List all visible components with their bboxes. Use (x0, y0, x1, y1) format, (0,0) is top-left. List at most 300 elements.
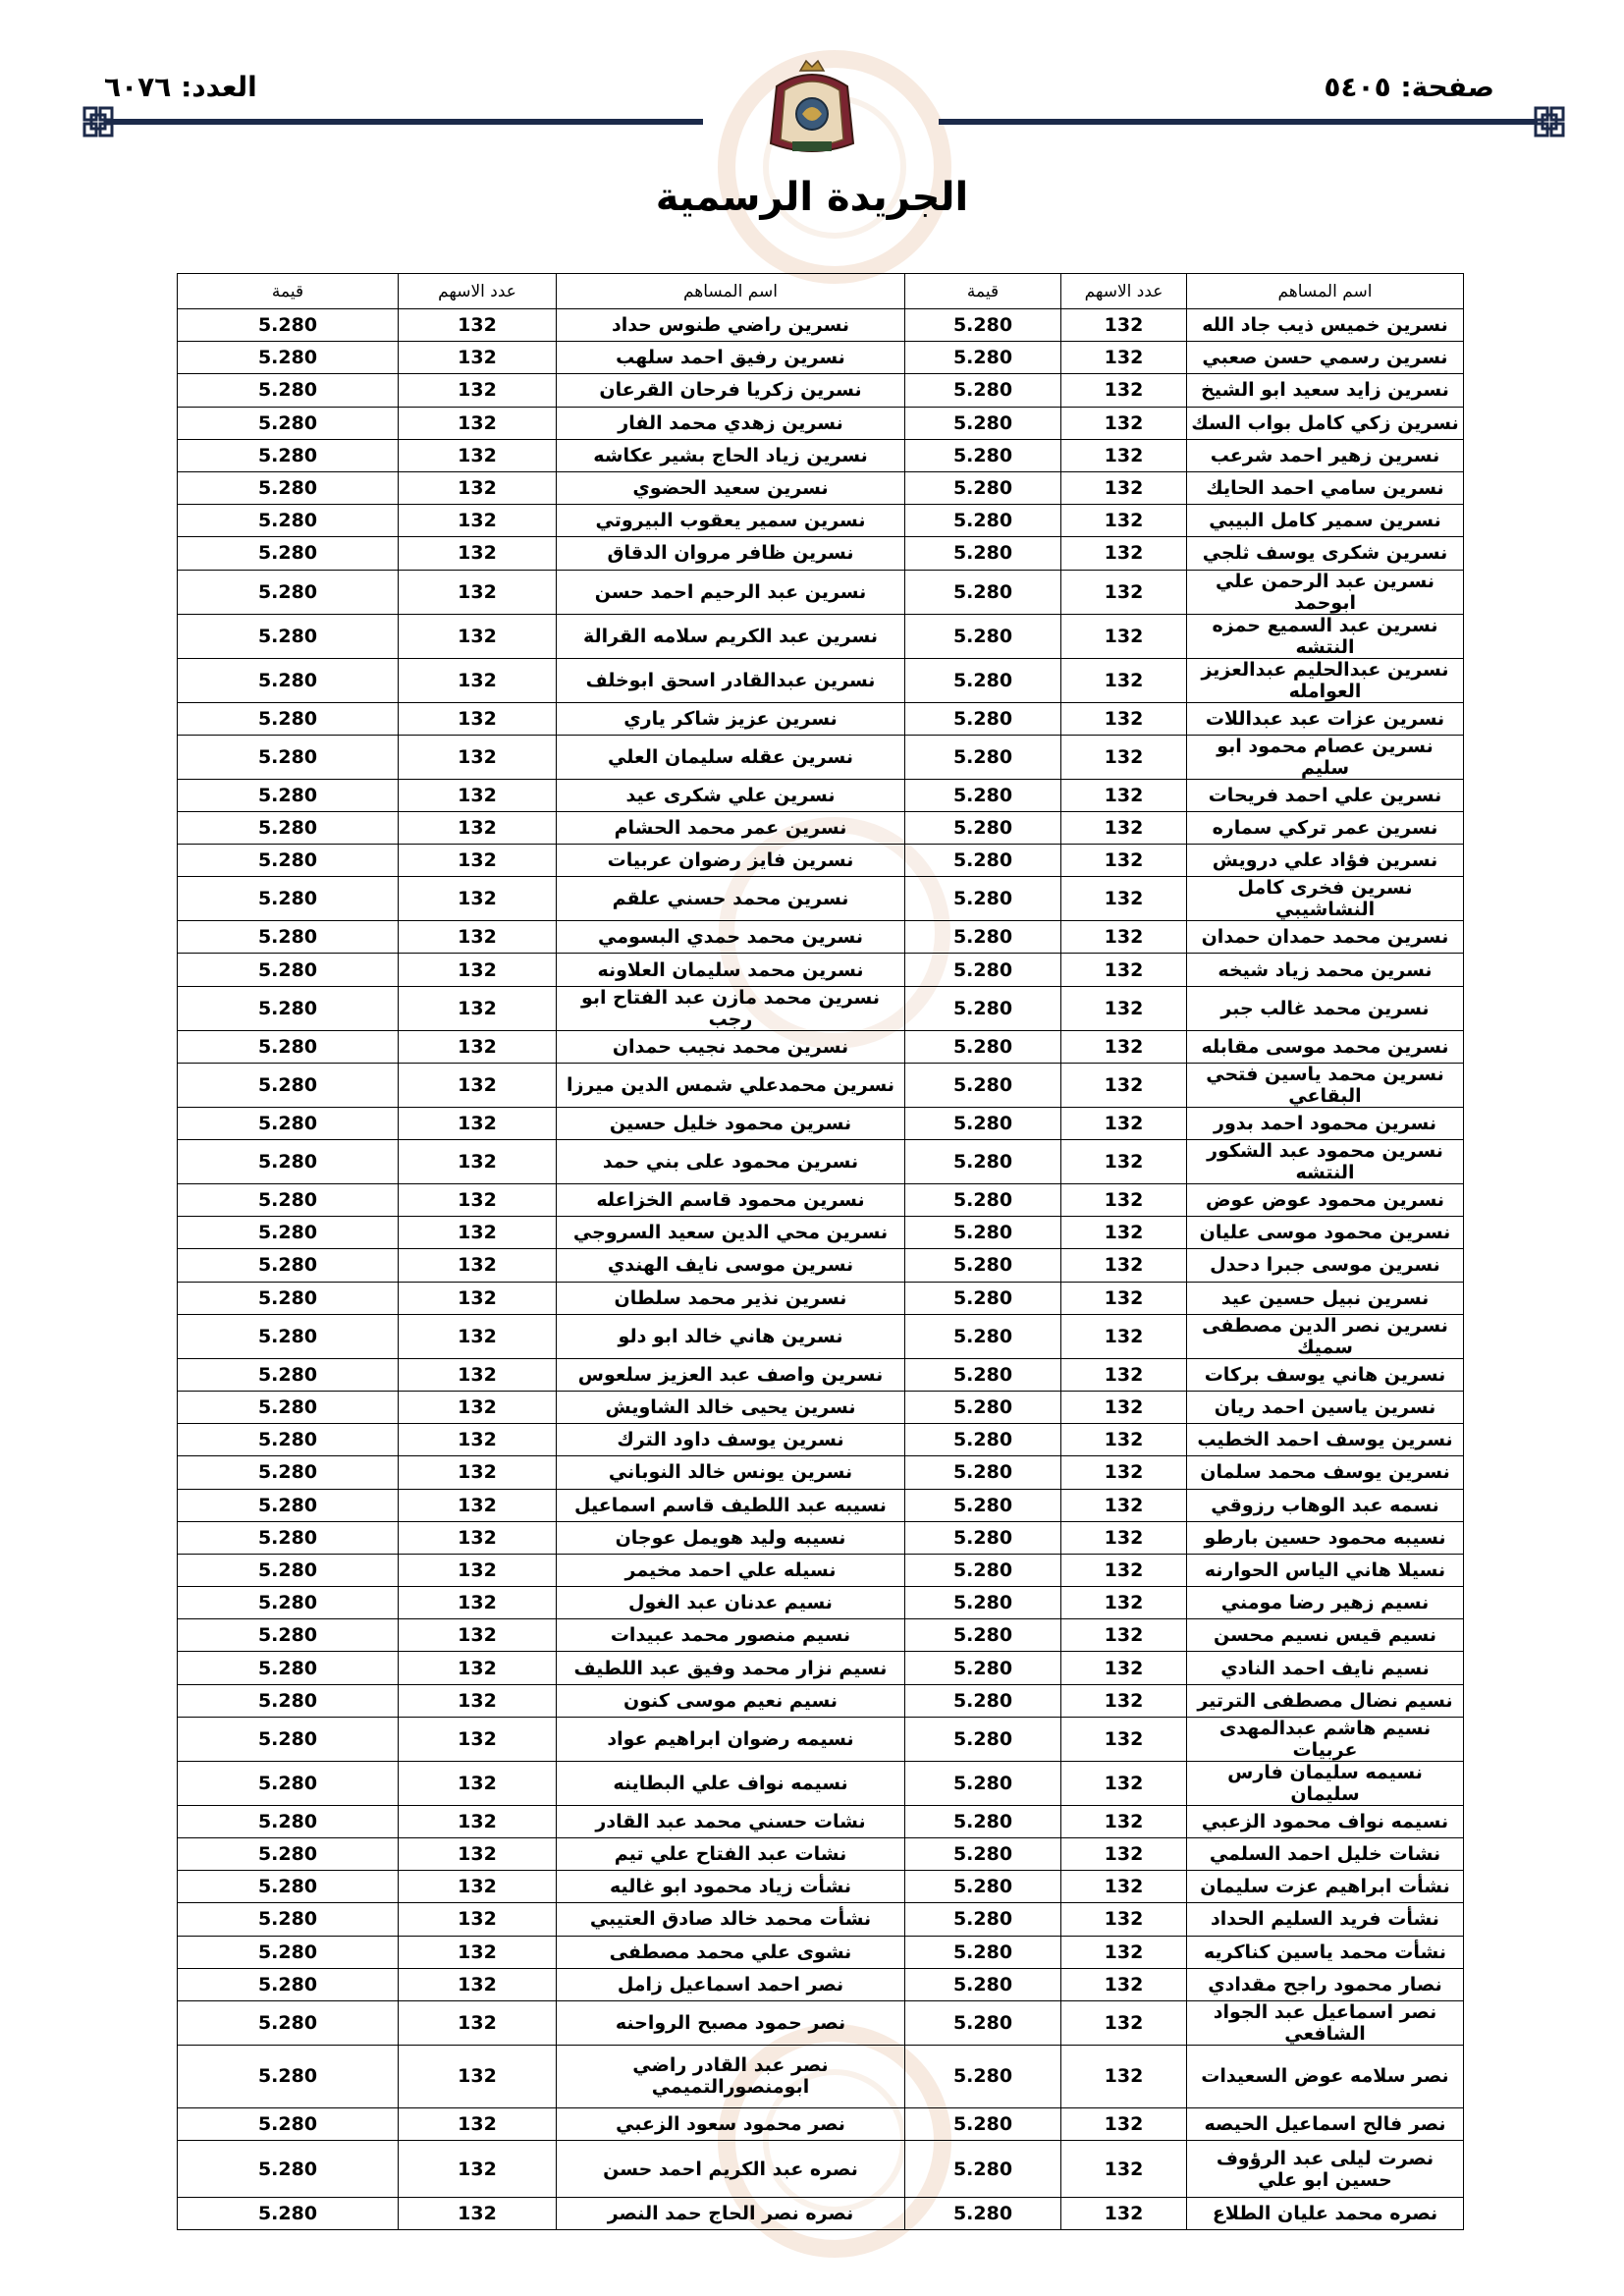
table-row (178, 1184, 1464, 1217)
share-value: 5.280 (905, 1761, 1061, 1805)
share-count: 132 (399, 658, 557, 702)
share-value: 5.280 (905, 1282, 1061, 1314)
share-count: 132 (1061, 309, 1187, 342)
table-row (178, 309, 1464, 342)
shareholder-name: نسرين موسى نايف الهندي (557, 1249, 905, 1282)
share-count: 132 (399, 1652, 557, 1684)
knot-ornament-icon (1532, 104, 1567, 139)
share-value: 5.280 (905, 2107, 1061, 2140)
share-value: 5.280 (178, 614, 399, 658)
share-value: 5.280 (178, 1619, 399, 1652)
shareholder-name: نسرين محمود موسى عليان (1187, 1217, 1464, 1249)
column-header-shares: عدد الاسهم (399, 274, 557, 309)
share-value: 5.280 (905, 779, 1061, 811)
share-value: 5.280 (905, 1107, 1061, 1139)
shareholder-name: نسرين زياد الحاج بشير عكاشه (557, 439, 905, 471)
share-value: 5.280 (178, 2000, 399, 2045)
shareholder-name: نسرين عصام محمود ابو سليم (1187, 735, 1464, 779)
share-count: 132 (1061, 779, 1187, 811)
share-count: 132 (399, 1805, 557, 1837)
share-count: 132 (399, 1456, 557, 1489)
share-count: 132 (399, 1391, 557, 1423)
shareholder-name: نسرين محمد حمدي البسومي (557, 921, 905, 954)
share-count: 132 (399, 1903, 557, 1936)
shareholder-name: نسرين محمدعلي شمس الدين ميرزا (557, 1063, 905, 1107)
shareholder-name: نسرين محي الدين سعيد السروجي (557, 1217, 905, 1249)
table-row (178, 1684, 1464, 1717)
table-row (178, 1871, 1464, 1903)
shareholder-name: نصره نصر الحاج حمد النصر (557, 2198, 905, 2230)
share-value: 5.280 (905, 1249, 1061, 1282)
share-value: 5.280 (905, 954, 1061, 986)
shareholder-name: نسرين رفيق احمد سلهب (557, 342, 905, 374)
share-count: 132 (399, 2107, 557, 2140)
share-value: 5.280 (905, 614, 1061, 658)
share-value: 5.280 (905, 1456, 1061, 1489)
table-row (178, 735, 1464, 779)
shareholder-name: نسيم منصور محمد عبيدات (557, 1619, 905, 1652)
share-count: 132 (1061, 1140, 1187, 1184)
table-row (178, 1391, 1464, 1423)
shareholder-name: نسرين علي شكرى عيد (557, 779, 905, 811)
share-count: 132 (399, 1282, 557, 1314)
share-value: 5.280 (178, 2198, 399, 2230)
share-count: 132 (399, 1314, 557, 1358)
share-value: 5.280 (178, 471, 399, 504)
table-row (178, 1521, 1464, 1554)
shareholder-name: نسرين عبد الرحيم احمد حسن (557, 570, 905, 614)
table-row (178, 1282, 1464, 1314)
share-value: 5.280 (905, 342, 1061, 374)
share-value: 5.280 (178, 1587, 399, 1619)
share-count: 132 (399, 1140, 557, 1184)
table-row (178, 505, 1464, 537)
share-count: 132 (399, 1249, 557, 1282)
shareholder-name: نشات خليل احمد السلمي (1187, 1838, 1464, 1871)
share-value: 5.280 (178, 811, 399, 844)
share-value: 5.280 (905, 1936, 1061, 1968)
table-row (178, 921, 1464, 954)
share-count: 132 (399, 921, 557, 954)
shareholder-name: نسيبه وليد هويمل عوجان (557, 1521, 905, 1554)
share-value: 5.280 (905, 1314, 1061, 1358)
table-row (178, 1107, 1464, 1139)
share-count: 132 (1061, 537, 1187, 570)
share-count: 132 (399, 702, 557, 735)
table-row (178, 1805, 1464, 1837)
table-row (178, 537, 1464, 570)
table-row (178, 1140, 1464, 1184)
share-count: 132 (1061, 1358, 1187, 1391)
shareholder-name: نسيم عدنان عبد الغول (557, 1587, 905, 1619)
table-row (178, 1456, 1464, 1489)
shareholder-name: نسرين محمود على بني حمد (557, 1140, 905, 1184)
share-count: 132 (399, 1554, 557, 1586)
shareholder-name: نسرين محمد غالب جبر (1187, 986, 1464, 1030)
shareholder-name: نسيمه رضوان ابراهيم عواد (557, 1717, 905, 1761)
share-value: 5.280 (905, 439, 1061, 471)
share-value: 5.280 (178, 1140, 399, 1184)
shareholder-name: نسرين محمد حمدان حمدان (1187, 921, 1464, 954)
share-count: 132 (399, 1358, 557, 1391)
share-count: 132 (399, 1030, 557, 1063)
share-value: 5.280 (905, 735, 1061, 779)
shareholder-name: نسرين نبيل حسين عيد (1187, 1282, 1464, 1314)
shareholder-name: نصر فالح اسماعيل الحيصه (1187, 2107, 1464, 2140)
shareholder-name: نسرين زهير احمد شرعب (1187, 439, 1464, 471)
share-value: 5.280 (178, 845, 399, 877)
share-value: 5.280 (905, 702, 1061, 735)
shareholder-name: نسرين محمود قاسم الخزاعله (557, 1184, 905, 1217)
column-header-shares: عدد الاسهم (1061, 274, 1187, 309)
share-count: 132 (399, 1184, 557, 1217)
share-value: 5.280 (905, 2045, 1061, 2107)
share-count: 132 (1061, 658, 1187, 702)
share-value: 5.280 (178, 877, 399, 921)
share-value: 5.280 (905, 309, 1061, 342)
share-value: 5.280 (178, 779, 399, 811)
shareholder-name: نسيبه محمود حسين بارطو (1187, 1521, 1464, 1554)
share-count: 132 (399, 986, 557, 1030)
shareholder-name: نسيبه عبد اللطيف قاسم اسماعيل (557, 1489, 905, 1521)
table-row (178, 342, 1464, 374)
column-header-name: اسم المساهم (557, 274, 905, 309)
share-count: 132 (399, 1684, 557, 1717)
shareholder-name: نسرين ياسين احمد ريان (1187, 1391, 1464, 1423)
shareholder-name: نسيمه نواف محمود الزعبي (1187, 1805, 1464, 1837)
share-value: 5.280 (905, 877, 1061, 921)
shareholder-name: نسرين محمد حسني علقم (557, 877, 905, 921)
share-value: 5.280 (178, 1554, 399, 1586)
shareholder-name: نسرين محمود خليل حسين (557, 1107, 905, 1139)
shareholder-name: نسرين نصر الدين مصطفى سميك (1187, 1314, 1464, 1358)
share-count: 132 (1061, 1684, 1187, 1717)
share-value: 5.280 (905, 1903, 1061, 1936)
shareholder-name: نصر عبد القادر راضي ابومنصورالتميمي (557, 2045, 905, 2107)
share-count: 132 (1061, 439, 1187, 471)
share-count: 132 (399, 2141, 557, 2198)
table-row (178, 1030, 1464, 1063)
share-count: 132 (1061, 877, 1187, 921)
share-value: 5.280 (178, 1282, 399, 1314)
share-value: 5.280 (905, 1184, 1061, 1217)
table-row (178, 1652, 1464, 1684)
share-count: 132 (399, 1871, 557, 1903)
shareholder-name: نصره عبد الكريم احمد حسن (557, 2141, 905, 2198)
shareholder-name: نسيلا هاني الياس الحوارنه (1187, 1554, 1464, 1586)
shareholder-name: نشات عبد الفتاح علي تيم (557, 1838, 905, 1871)
table-row (178, 407, 1464, 439)
share-count: 132 (1061, 1619, 1187, 1652)
share-value: 5.280 (178, 570, 399, 614)
share-count: 132 (399, 811, 557, 844)
share-count: 132 (399, 1761, 557, 1805)
share-value: 5.280 (178, 1489, 399, 1521)
shareholder-name: نسرين زايد سعيد ابو الشيخ (1187, 374, 1464, 407)
share-count: 132 (1061, 986, 1187, 1030)
shareholder-name: نسرين عبدالحليم عبدالعزيز العوامله (1187, 658, 1464, 702)
share-value: 5.280 (178, 1652, 399, 1684)
share-value: 5.280 (905, 2198, 1061, 2230)
shareholder-name: نسرين زكريا فرحان القرعان (557, 374, 905, 407)
shareholder-name: نسيم نعيم موسى كنون (557, 1684, 905, 1717)
shareholder-name: نشأت محمد ياسين كناكريه (1187, 1936, 1464, 1968)
shareholder-name: نسرين محمود عبد الشكور النتشه (1187, 1140, 1464, 1184)
share-count: 132 (399, 374, 557, 407)
share-count: 132 (1061, 1314, 1187, 1358)
share-value: 5.280 (905, 1489, 1061, 1521)
table-row (178, 1489, 1464, 1521)
table-row (178, 986, 1464, 1030)
share-count: 132 (1061, 1424, 1187, 1456)
table-row (178, 1554, 1464, 1586)
share-count: 132 (399, 309, 557, 342)
shareholder-name: نسرين محمود احمد بدور (1187, 1107, 1464, 1139)
share-value: 5.280 (905, 2141, 1061, 2198)
table-row (178, 1424, 1464, 1456)
shareholder-name: نسرين محمد مازن عبد الفتاح ابو رجب (557, 986, 905, 1030)
share-count: 132 (1061, 2107, 1187, 2140)
table-row (178, 1217, 1464, 1249)
knot-ornament-icon (81, 104, 116, 139)
share-count: 132 (399, 1217, 557, 1249)
shareholder-name: نسمه عبد الوهاب رزوقي (1187, 1489, 1464, 1521)
table-row (178, 954, 1464, 986)
share-count: 132 (1061, 342, 1187, 374)
header-rule-left (106, 119, 703, 125)
table-row (178, 1936, 1464, 1968)
shareholder-name: نسرين عبد الكريم سلامه القرالة (557, 614, 905, 658)
share-count: 132 (1061, 1554, 1187, 1586)
share-value: 5.280 (178, 1030, 399, 1063)
share-count: 132 (1061, 954, 1187, 986)
shareholder-name: نسيمه سليمان فارس سليمان (1187, 1761, 1464, 1805)
share-count: 132 (399, 471, 557, 504)
share-value: 5.280 (905, 1684, 1061, 1717)
share-count: 132 (399, 1424, 557, 1456)
share-count: 132 (399, 735, 557, 779)
shareholders-table (177, 273, 1464, 2230)
shareholder-name: نسرين سامي احمد الحايك (1187, 471, 1464, 504)
share-value: 5.280 (178, 2045, 399, 2107)
shareholder-name: نشأت محمد خالد صادق العتيبي (557, 1903, 905, 1936)
shareholder-name: نسرين محمد زياد شيخه (1187, 954, 1464, 986)
share-value: 5.280 (178, 537, 399, 570)
share-value: 5.280 (178, 2141, 399, 2198)
shareholder-name: نصار محمود راجح مقدادي (1187, 1968, 1464, 2000)
share-count: 132 (1061, 1761, 1187, 1805)
share-count: 132 (399, 845, 557, 877)
share-value: 5.280 (178, 407, 399, 439)
share-value: 5.280 (178, 439, 399, 471)
share-count: 132 (399, 779, 557, 811)
share-value: 5.280 (178, 1456, 399, 1489)
share-count: 132 (1061, 471, 1187, 504)
share-value: 5.280 (178, 921, 399, 954)
share-value: 5.280 (905, 1619, 1061, 1652)
share-value: 5.280 (178, 2107, 399, 2140)
share-count: 132 (1061, 1652, 1187, 1684)
shareholder-name: نسرين هاني يوسف بركات (1187, 1358, 1464, 1391)
shareholder-name: نصر حمود مصبح الرواحنه (557, 2000, 905, 2045)
table-row (178, 614, 1464, 658)
share-count: 132 (399, 1968, 557, 2000)
share-value: 5.280 (905, 921, 1061, 954)
share-count: 132 (1061, 1391, 1187, 1423)
shareholder-name: نشأت فريد السليم الحداد (1187, 1903, 1464, 1936)
share-count: 132 (1061, 1871, 1187, 1903)
share-value: 5.280 (905, 1521, 1061, 1554)
share-value: 5.280 (178, 1249, 399, 1282)
shareholder-name: نسرين يحيى خالد الشاويش (557, 1391, 905, 1423)
share-count: 132 (399, 439, 557, 471)
share-value: 5.280 (178, 1391, 399, 1423)
royal-emblem-icon (763, 57, 861, 163)
shareholder-name: نسيم نضال مصطفى الترتير (1187, 1684, 1464, 1717)
shareholder-name: نسيم نزار محمد وفيق عبد اللطيف (557, 1652, 905, 1684)
share-value: 5.280 (178, 1217, 399, 1249)
table-row (178, 1717, 1464, 1761)
table-row (178, 2107, 1464, 2140)
share-value: 5.280 (178, 1684, 399, 1717)
table-row (178, 1619, 1464, 1652)
share-value: 5.280 (178, 1936, 399, 1968)
share-value: 5.280 (905, 845, 1061, 877)
shareholder-name: نسرين محمد ياسين فتحي البقاعي (1187, 1063, 1464, 1107)
table-row (178, 877, 1464, 921)
share-count: 132 (399, 1063, 557, 1107)
share-value: 5.280 (905, 658, 1061, 702)
share-value: 5.280 (905, 1030, 1061, 1063)
shareholder-name: نسرين يونس خالد النوباني (557, 1456, 905, 1489)
share-count: 132 (1061, 1249, 1187, 1282)
shareholder-name: نسرين فخرى كامل النشاشيبي (1187, 877, 1464, 921)
share-count: 132 (1061, 921, 1187, 954)
share-value: 5.280 (905, 1358, 1061, 1391)
share-value: 5.280 (178, 309, 399, 342)
share-count: 132 (1061, 2141, 1187, 2198)
share-value: 5.280 (905, 1391, 1061, 1423)
shareholder-name: نسرين محمد سليمان العلاونه (557, 954, 905, 986)
share-value: 5.280 (178, 1761, 399, 1805)
share-value: 5.280 (905, 2000, 1061, 2045)
share-count: 132 (1061, 1063, 1187, 1107)
shareholder-name: نسرين عزيز شاكر ياري (557, 702, 905, 735)
table-row (178, 2141, 1464, 2198)
share-value: 5.280 (905, 1968, 1061, 2000)
share-count: 132 (399, 954, 557, 986)
shareholder-name: نشأت ابراهيم عزت سليمان (1187, 1871, 1464, 1903)
share-count: 132 (399, 570, 557, 614)
share-count: 132 (1061, 1456, 1187, 1489)
share-count: 132 (399, 1619, 557, 1652)
table-row (178, 1838, 1464, 1871)
share-count: 132 (1061, 811, 1187, 844)
table-row (178, 702, 1464, 735)
shareholder-name: نسرين عمر محمد الحشام (557, 811, 905, 844)
share-count: 132 (1061, 1521, 1187, 1554)
share-value: 5.280 (905, 471, 1061, 504)
share-value: 5.280 (905, 811, 1061, 844)
share-count: 132 (1061, 1968, 1187, 2000)
share-count: 132 (399, 2198, 557, 2230)
shareholder-name: نسيم قيس نسيم محسن (1187, 1619, 1464, 1652)
share-value: 5.280 (178, 1424, 399, 1456)
share-count: 132 (1061, 735, 1187, 779)
share-count: 132 (1061, 374, 1187, 407)
shareholder-name: نسرين محمد نجيب حمدان (557, 1030, 905, 1063)
shareholder-name: نسرين يوسف احمد الخطيب (1187, 1424, 1464, 1456)
share-count: 132 (399, 614, 557, 658)
column-header-name: اسم المساهم (1187, 274, 1464, 309)
share-value: 5.280 (905, 1140, 1061, 1184)
table-row (178, 1761, 1464, 1805)
shareholder-name: نسرين زكي كامل بواب السك (1187, 407, 1464, 439)
share-value: 5.280 (178, 1805, 399, 1837)
share-count: 132 (399, 1521, 557, 1554)
share-value: 5.280 (178, 505, 399, 537)
table-row (178, 779, 1464, 811)
share-value: 5.280 (905, 505, 1061, 537)
table-header-row (178, 274, 1464, 309)
shareholder-name: نسرين فايز رضوان عربيات (557, 845, 905, 877)
share-value: 5.280 (905, 1587, 1061, 1619)
page-number: صفحة: ٥٤٠٥ (1324, 71, 1494, 103)
table-row (178, 1358, 1464, 1391)
shareholder-name: نصر احمد اسماعيل زامل (557, 1968, 905, 2000)
table-row (178, 1968, 1464, 2000)
shareholder-name: نسرين عبدالقادر اسحق ابوخلف (557, 658, 905, 702)
share-count: 132 (1061, 1903, 1187, 1936)
share-value: 5.280 (905, 1871, 1061, 1903)
share-count: 132 (399, 407, 557, 439)
table-row (178, 439, 1464, 471)
table-row (178, 811, 1464, 844)
shareholder-name: نسرين محمود عوض عوض (1187, 1184, 1464, 1217)
share-count: 132 (1061, 1184, 1187, 1217)
share-count: 132 (1061, 2000, 1187, 2045)
share-value: 5.280 (178, 1717, 399, 1761)
issue-number: العدد: ٦٠٧٦ (104, 71, 257, 103)
share-count: 132 (399, 1587, 557, 1619)
shareholder-name: نسرين عقله سليمان العلي (557, 735, 905, 779)
shareholder-name: نسرين يوسف محمد سلمان (1187, 1456, 1464, 1489)
table-row (178, 374, 1464, 407)
table-row (178, 658, 1464, 702)
shareholder-name: نسيم هاشم عبدالمهدى عربيات (1187, 1717, 1464, 1761)
share-value: 5.280 (178, 342, 399, 374)
share-count: 132 (399, 505, 557, 537)
shareholder-name: نشأت زياد محمود ابو غاليه (557, 1871, 905, 1903)
share-value: 5.280 (178, 1838, 399, 1871)
shareholder-name: نصر سلامه عوض السعيدات (1187, 2045, 1464, 2107)
shareholder-name: نسرين ظافر مروان الدقاق (557, 537, 905, 570)
shareholder-name: نشوى علي محمد مصطفى (557, 1936, 905, 1968)
shareholder-name: نسرين سمير يعقوب البيروتي (557, 505, 905, 537)
shareholder-name: نسرين نذير محمد سلطان (557, 1282, 905, 1314)
shareholder-name: نسرين سعيد الحضوي (557, 471, 905, 504)
share-value: 5.280 (905, 374, 1061, 407)
share-count: 132 (1061, 505, 1187, 537)
shareholder-name: نسرين رسمي حسن صعبي (1187, 342, 1464, 374)
share-value: 5.280 (178, 658, 399, 702)
share-value: 5.280 (178, 1358, 399, 1391)
share-value: 5.280 (178, 1968, 399, 2000)
share-count: 132 (399, 1489, 557, 1521)
shareholder-name: نسرين عبد السميع حمزه النتشه (1187, 614, 1464, 658)
share-count: 132 (399, 2045, 557, 2107)
share-count: 132 (1061, 1587, 1187, 1619)
